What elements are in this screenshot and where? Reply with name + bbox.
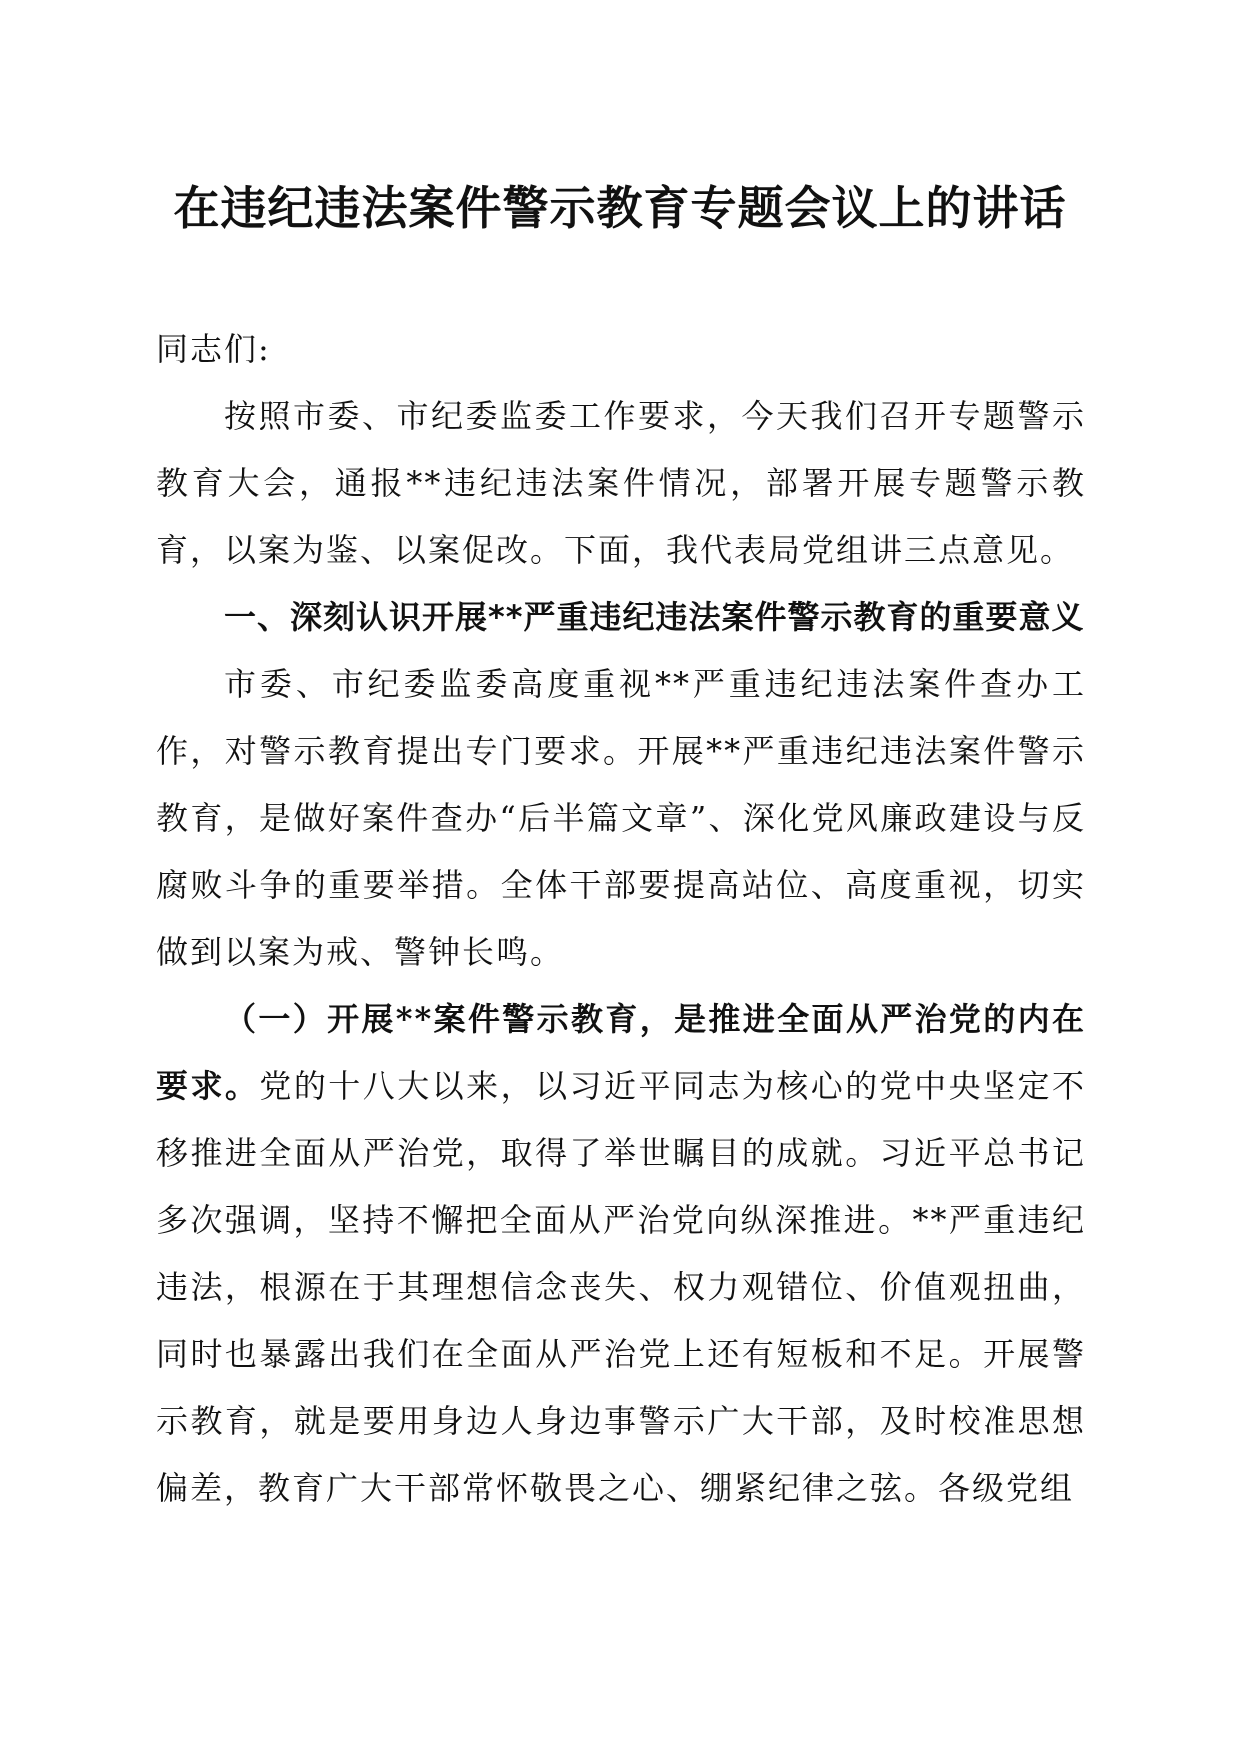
- paragraph-subsection-1: [156, 986, 1086, 1522]
- document-title: 在违纪违法案件警示教育专题会议上的讲话: [173, 181, 1067, 235]
- document-body: [156, 316, 1086, 1522]
- subsection-body-1: 党的十八大以来，以习近平同志为核心的党中央坚定不移推进全面从严治党，取得了举世瞩目的成就。习近平总书记多次强调，坚持不懈把全面从严治党向纵深推进。**严重违纪违法，根源在于其理想信念丧失、权力观错位、价值观扭曲，同时也暴露出我们在全面从严治党上还有短板和不足。开展警示教育，就是要用身边人身边事警示广大干部，及时校准思想偏差，教育广大干部常怀敬畏之心、绷紧纪律之弦。各级党组: [156, 1067, 1086, 1507]
- salutation: 同志们:: [156, 330, 271, 368]
- section-heading-1: 一、深刻认识开展**严重违纪违法案件警示教育的重要意义: [224, 598, 1085, 636]
- paragraph-intro: 按照市委、市纪委监委工作要求，今天我们召开专题警示教育大会，通报**违纪违法案件情况，部署开展专题警示教育，以案为鉴、以案促改。下面，我代表局党组讲三点意见。: [156, 397, 1086, 569]
- subsection-lead-1: （一）开展**案件警示教育，是推进全面从严治党的内在要求。: [156, 1000, 1086, 1105]
- paragraph-significance: 市委、市纪委监委高度重视**严重违纪违法案件查办工作，对警示教育提出专门要求。开展**严重违纪违法案件警示教育，是做好案件查办“后半篇文章”、深化党风廉政建设与反腐败斗争的重要举措。全体干部要提高站位、高度重视，切实做到以案为戒、警钟长鸣。: [156, 665, 1086, 971]
